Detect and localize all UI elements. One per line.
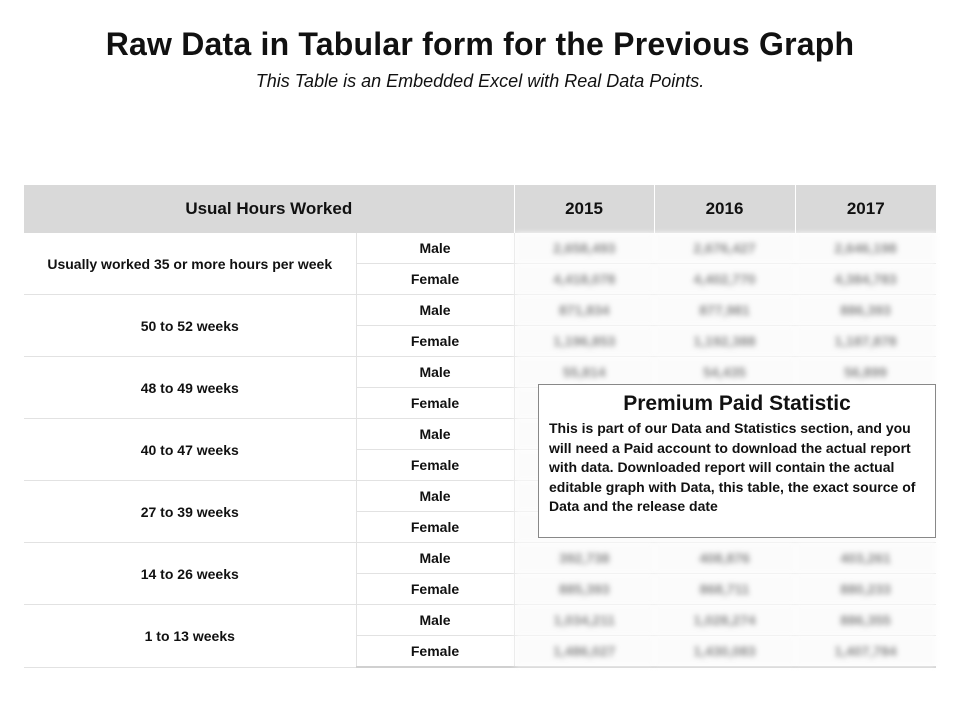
blurred-value-cell: 877,981: [654, 295, 795, 326]
header-2015: 2015: [514, 185, 654, 233]
blurred-value-cell: 408,876: [654, 543, 795, 574]
table-row: [24, 543, 936, 574]
blurred-value-cell: 2,676,427: [654, 233, 795, 264]
blurred-value-cell: 886,393: [795, 295, 936, 326]
blurred-value-cell: 2,658,493: [514, 233, 654, 264]
blurred-value-cell: 55,814: [514, 357, 654, 388]
header-2016: 2016: [654, 185, 795, 233]
blurred-value-cell: 4,402,770: [654, 264, 795, 295]
gender-label: Female: [356, 512, 514, 543]
blurred-value-cell: 871,834: [514, 295, 654, 326]
premium-title: Premium Paid Statistic: [623, 392, 851, 415]
blurred-value-cell: 54,435: [654, 357, 795, 388]
blurred-value-cell: 1,407,784: [795, 636, 936, 668]
table-row: [24, 357, 936, 388]
gender-label: Female: [356, 264, 514, 295]
row-group-label: 27 to 39 weeks: [24, 481, 356, 543]
row-group-label: 14 to 26 weeks: [24, 543, 356, 605]
blurred-value-cell: 2,646,198: [795, 233, 936, 264]
gender-label: Female: [356, 636, 514, 668]
header-2017: 2017: [795, 185, 936, 233]
table-row: [24, 233, 936, 264]
blurred-value-cell: 886,355: [795, 605, 936, 636]
gender-label: Female: [356, 388, 514, 419]
blurred-value-cell: 392,738: [514, 543, 654, 574]
table-header-row: [24, 185, 936, 233]
row-group-label: 48 to 49 weeks: [24, 357, 356, 419]
premium-paywall-box: [538, 384, 936, 538]
table-row: [24, 295, 936, 326]
row-group-label: Usually worked 35 or more hours per week: [24, 233, 356, 295]
blurred-value-cell: 1,034,211: [514, 605, 654, 636]
page-subtitle: This Table is an Embedded Excel with Real Data Points.: [255, 71, 705, 91]
gender-label: Male: [356, 295, 514, 326]
page-title: Raw Data in Tabular form for the Previous Graph: [105, 26, 855, 62]
gender-label: Male: [356, 481, 514, 512]
gender-label: Male: [356, 233, 514, 264]
blurred-value-cell: 880,233: [795, 574, 936, 605]
table-row: [24, 605, 936, 636]
blurred-value-cell: 4,418,078: [514, 264, 654, 295]
row-group-label: 1 to 13 weeks: [24, 605, 356, 668]
header-hours: Usual Hours Worked: [24, 185, 514, 233]
gender-label: Male: [356, 605, 514, 636]
blurred-value-cell: 1,430,083: [654, 636, 795, 668]
gender-label: Female: [356, 450, 514, 481]
row-group-label: 50 to 52 weeks: [24, 295, 356, 357]
premium-body: This is part of our Data and Statistics section, and you will need a Paid account to download the actual report with data. Downloaded report will contain the actual editable graph with Data, this table, the exact source of Data and the release date: [549, 420, 916, 514]
blurred-value-cell: 4,384,783: [795, 264, 936, 295]
gender-label: Female: [356, 326, 514, 357]
gender-label: Male: [356, 543, 514, 574]
blurred-value-cell: 1,196,853: [514, 326, 654, 357]
blurred-value-cell: 1,028,274: [654, 605, 795, 636]
gender-label: Female: [356, 574, 514, 605]
blurred-value-cell: 403,261: [795, 543, 936, 574]
blurred-value-cell: 868,711: [654, 574, 795, 605]
gender-label: Male: [356, 357, 514, 388]
gender-label: Male: [356, 419, 514, 450]
blurred-value-cell: 56,899: [795, 357, 936, 388]
row-group-label: 40 to 47 weeks: [24, 419, 356, 481]
blurred-value-cell: 885,393: [514, 574, 654, 605]
blurred-value-cell: 1,486,027: [514, 636, 654, 668]
blurred-value-cell: 1,187,878: [795, 326, 936, 357]
blurred-value-cell: 1,192,388: [654, 326, 795, 357]
